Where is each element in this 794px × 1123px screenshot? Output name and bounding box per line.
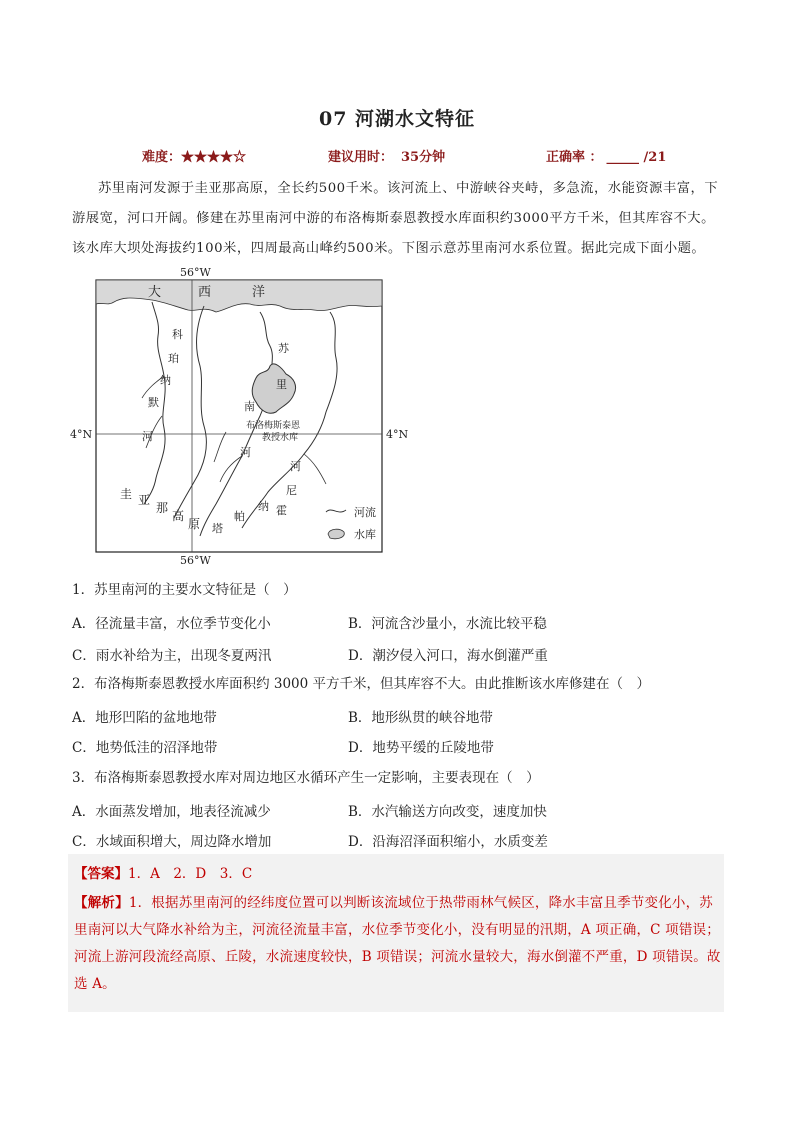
question-2-stem: 2．布洛梅斯泰恩教授水库面积约 3000 平方千米，但其库容不大。由此推断该水库修建在（ ） xyxy=(72,676,651,692)
time-value: 35分钟 xyxy=(401,150,446,165)
page-title: 07 河湖水文特征 xyxy=(318,108,476,130)
plateau-char-1: 圭 xyxy=(120,487,133,501)
explanation-text: 1．根据苏里南河的经纬度位置可以判断该流域位于热带雨林气候区，降水丰富且季节变化小，苏里南河以大气降水补给为主，河流径流量丰富，水位季节变化小，没有明显的汛期，A 项正确，C 项错误；河流上游河段流经高原、丘陵，水流速度较快，B 项错误；河流水量较大，海水倒灌不严重，D 项错误。故选 A。 xyxy=(74,895,721,992)
q1-option-d[interactable]: D．潮汐侵入河口，海水倒灌严重 xyxy=(348,648,548,664)
reservoir-label-1: 布洛梅斯泰恩 xyxy=(246,421,301,431)
q3-option-b[interactable]: B．水汽输送方向改变，速度加快 xyxy=(348,804,547,820)
answer-text: 1．A 2．D 3．C xyxy=(128,866,253,882)
suriname-river-map xyxy=(64,266,414,568)
suriname-char-2: 里 xyxy=(276,378,287,391)
q3-option-a[interactable]: A．水面蒸发增加，地表径流减少 xyxy=(72,804,271,820)
legend-river-label: 河流 xyxy=(354,506,376,519)
question-3-stem: 3．布洛梅斯泰恩教授水库对周边地区水循环产生一定影响，主要表现在（ ） xyxy=(72,770,540,786)
q2-option-c[interactable]: C．地势低洼的沼泽地带 xyxy=(72,740,218,756)
accuracy-label: 正确率 ： xyxy=(546,150,603,165)
q1-option-c[interactable]: C．雨水补给为主，出现冬夏两汛 xyxy=(72,648,272,664)
difficulty-label: 难度： xyxy=(142,150,182,165)
tapanahony-char-4: 纳 xyxy=(258,500,269,513)
legend-reservoir-icon xyxy=(328,529,344,539)
answer-tag: 【答案】 xyxy=(74,866,128,882)
tapanahony-char-2: 尼 xyxy=(286,484,297,497)
tapanahony-char-1: 河 xyxy=(290,460,301,473)
question-1-stem: 1．苏里南河的主要水文特征是（ ） xyxy=(72,582,297,598)
coppename-char-5: 河 xyxy=(142,430,153,443)
ocean-char-3: 洋 xyxy=(252,285,266,300)
lon-label-bottom: 56°W xyxy=(180,554,211,567)
suriname-char-3: 南 xyxy=(244,400,255,413)
suriname-char-1: 苏 xyxy=(278,342,289,355)
lat-label-right: 4°N xyxy=(386,428,409,441)
plateau-char-4: 高 xyxy=(172,509,185,523)
ocean-char-2: 西 xyxy=(198,285,212,300)
suggested-time xyxy=(328,146,445,165)
explanation xyxy=(74,890,724,998)
legend-reservoir-label: 水库 xyxy=(354,528,376,541)
difficulty xyxy=(142,146,246,165)
difficulty-stars: ★★★★☆ xyxy=(181,150,247,165)
coppename-char-2: 珀 xyxy=(168,352,179,365)
q3-option-d[interactable]: D．沿海沼泽面积缩小，水质变差 xyxy=(348,834,548,850)
lat-label-left: 4°N xyxy=(70,428,93,441)
tapanahony-char-6: 塔 xyxy=(212,522,223,535)
plateau-char-3: 那 xyxy=(156,501,169,515)
q3-option-c[interactable]: C．水域面积增大，周边降水增加 xyxy=(72,834,272,850)
ocean-char-1: 大 xyxy=(148,285,162,300)
answer-line xyxy=(74,862,252,882)
q2-option-d[interactable]: D．地势平缓的丘陵地带 xyxy=(348,740,494,756)
suriname-char-4: 河 xyxy=(240,446,251,459)
plateau-char-5: 原 xyxy=(188,517,201,531)
q2-option-a[interactable]: A．地形凹陷的盆地地带 xyxy=(72,710,217,726)
q1-option-b[interactable]: B．河流含沙量小，水流比较平稳 xyxy=(348,616,547,632)
coppename-char-1: 科 xyxy=(172,328,183,341)
accuracy-value: _____ /21 xyxy=(606,150,667,165)
tapanahony-char-3: 霍 xyxy=(276,504,287,517)
coppename-char-4: 默 xyxy=(148,396,159,409)
q2-option-b[interactable]: B．地形纵贯的峡谷地带 xyxy=(348,710,493,726)
coppename-char-3: 纳 xyxy=(160,374,171,387)
accuracy xyxy=(546,146,666,165)
q1-option-a[interactable]: A．径流量丰富，水位季节变化小 xyxy=(72,616,271,632)
tapanahony-char-5: 帕 xyxy=(234,510,245,523)
plateau-char-2: 亚 xyxy=(138,493,151,507)
reservoir-label-2: 教授水库 xyxy=(262,433,299,443)
intro-paragraph: 苏里南河发源于圭亚那高原，全长约500千米。该河流上、中游峡谷夹峙，多急流，水能资源丰富，下游展宽，河口开阔。修建在苏里南河中游的布洛梅斯泰恩教授水库面积约3000平方千米，但其库容不大。该水库大坝处海拔约100米，四周最高山峰约500米。下图示意苏里南河水系位置。据此完成下面小题。 xyxy=(72,181,719,256)
time-label: 建议用时： xyxy=(328,150,394,165)
lon-label-top: 56°W xyxy=(180,266,211,279)
explanation-tag: 【解析】 xyxy=(74,895,129,911)
